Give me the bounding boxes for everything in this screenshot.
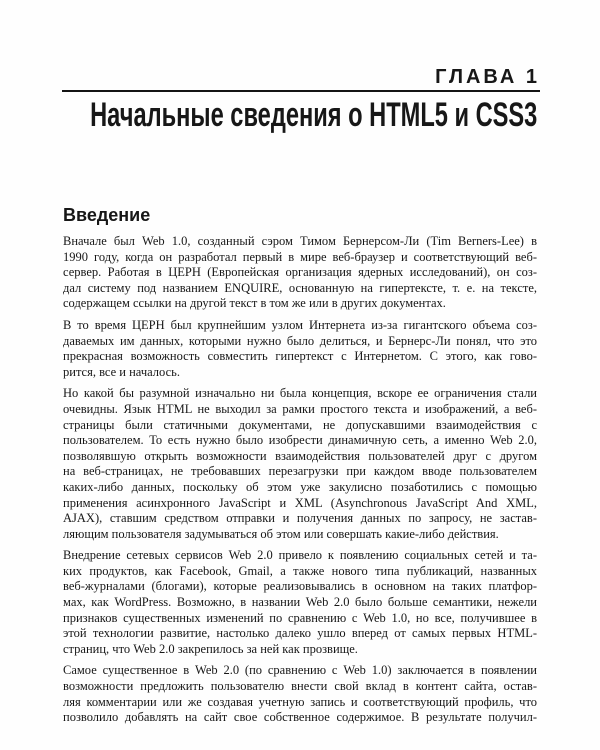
section-heading: Введение: [63, 205, 151, 225]
header-rule: [62, 90, 540, 92]
text-line: ляя комментарии или же создавая учетную запись и соответствующий профиль, что: [63, 694, 537, 709]
text-line: AJAX), ставшим средством отправки и получения данных по запросу, не застав-: [63, 511, 537, 526]
text-line: содержащем ссылки на другой текст в том же или в других документах.: [63, 296, 446, 311]
text-line: рится, все и началось.: [63, 364, 180, 379]
text-line: пользователем. То есть нужно было изобрести динамичную сеть, а именно Web 2.0,: [63, 433, 537, 448]
text-line: ких продуктов, как Facebook, Gmail, а также нового типа публикаций, названных: [63, 563, 537, 578]
text-line: дал систему под названием ENQUIRE, основанную на гипертексте, т. е. на тексте,: [63, 280, 537, 295]
text-line: позволявшую открыть возможности взаимодействия пользователей друг с другом: [63, 448, 537, 463]
text-line: мах, как WordPress. Возможно, в названии Web 2.0 было больше семантики, нежели: [63, 595, 537, 610]
text-line: Внедрение сетевых сервисов Web 2.0 привело к появлению социальных сетей и та-: [63, 548, 537, 563]
text-line: 1990 году, когда он разработал первый в мире веб-браузер и соответствующий веб-: [63, 249, 537, 264]
text-line: прекрасная возможность совместить гипертекст с Интернетом. С этого, как гово-: [63, 349, 537, 364]
text-line: на веб-страницах, не требовавших перезагрузки при каждом вводе пользователем: [63, 464, 537, 479]
paragraph: [63, 386, 537, 542]
text-line: даваемых им данных, которыми нужно было делиться, и Бернерс-Ли понял, что это: [63, 333, 537, 348]
text-line: Но какой бы разумной изначально ни была концепция, вскоре ее ограничения стали: [63, 386, 537, 401]
text-line: этой технологии развитие, настолько далеко ушло вперед от самых первых HTML-: [63, 626, 537, 641]
chapter-label: ГЛАВА 1: [435, 66, 540, 88]
text-line: возможности предложить пользователю внести свой вклад в контент сайта, остав-: [63, 679, 537, 694]
text-line: очевидны. Язык HTML не выходил за рамки простого текста и изображений, а веб-: [63, 401, 537, 416]
text-line: применения асинхронного JavaScript и XML (Asynchronous JavaScript And XML,: [63, 495, 537, 510]
text-line: страниц, что Web 2.0 закрепилось за ней как прозвище.: [63, 641, 358, 656]
body-text: [63, 234, 537, 726]
chapter-title: Начальные сведения о HTML5 и CSS3: [89, 96, 537, 134]
text-line: веб-журналами (блогами), которые реализовывались в основном на таких платфор-: [63, 579, 537, 594]
text-line: каких-либо данных, поскольку об этом уже закулисно позаботились с помощью: [63, 479, 537, 494]
paragraph: [63, 318, 537, 380]
text-line: страницы были статичными документами, не допускавшими взаимодействия с: [63, 417, 537, 432]
text-line: сервер. Работая в ЦЕРН (Европейская организация ядерных исследований), он соз-: [63, 265, 537, 280]
text-line: признаков существенных изменений по сравнению с Web 1.0, но все, получившее в: [63, 610, 537, 625]
text-line: Вначале был Web 1.0, созданный сэром Тимом Бернерсом-Ли (Tim Berners-Lee) в: [63, 234, 537, 248]
paragraph: [63, 663, 537, 725]
paragraph: [63, 548, 537, 657]
text-line: ляющим пользователя задумываться об этом или совершать какие-либо действия.: [63, 526, 499, 541]
text-line: Самое существенное в Web 2.0 (по сравнению с Web 1.0) заключается в появлении: [63, 663, 537, 678]
paragraph: [63, 234, 537, 312]
text-line: В то время ЦЕРН был крупнейшим узлом Интернета из-за гигантского объема соз-: [63, 317, 537, 332]
text-line: позволило добавлять на сайт свое собственное содержимое. В результате получил-: [63, 710, 537, 725]
